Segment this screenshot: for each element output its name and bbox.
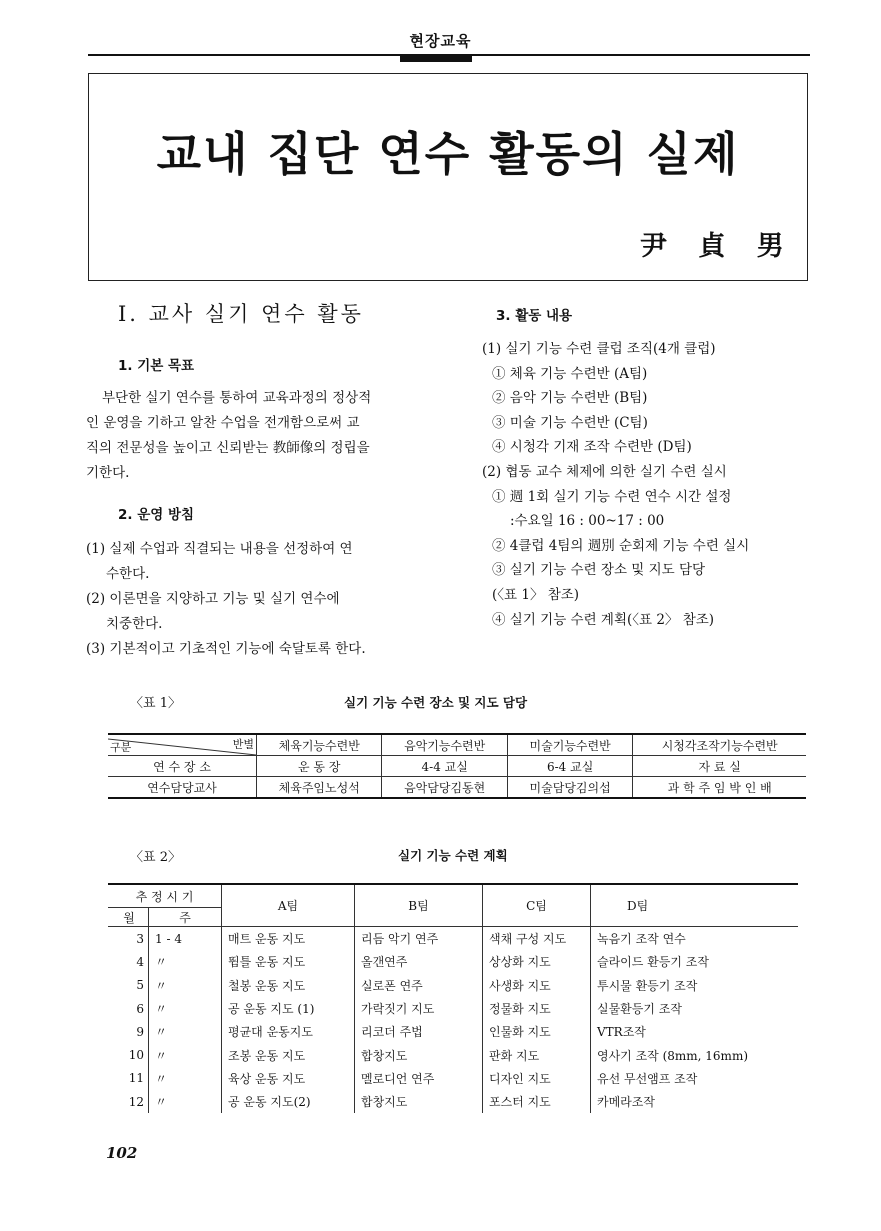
table-cell: 녹음기 조작 연수 [591, 927, 799, 951]
table-header-cell: 월 [108, 908, 149, 927]
table-cell: 올갠연주 [355, 950, 483, 973]
corner-label-right: 반별 [232, 738, 254, 751]
table-header-cell: 주 [149, 908, 222, 927]
table-cell: 철봉 운동 지도 [222, 974, 355, 997]
activity-item: (2) 협동 교수 체제에 의한 실기 수련 실시 [482, 463, 727, 480]
table-row [108, 1020, 798, 1043]
table-cell: 정물화 지도 [483, 997, 591, 1020]
month-cell: 5 [136, 978, 144, 993]
table-cell: 유선 무선앰프 조작 [591, 1067, 799, 1090]
table-cell: 합창지도 [355, 1043, 483, 1066]
table-cell: 가락짓기 지도 [355, 997, 483, 1020]
activity-item: ③ 실기 기능 수련 장소 및 지도 담당 [492, 562, 706, 579]
policy-heading: 2. 운영 방침 [118, 507, 195, 523]
table-cell: 실로폰 연주 [355, 974, 483, 997]
author-name: 尹 貞 男 [640, 231, 786, 262]
policy-item: 수한다. [106, 566, 150, 582]
table-cell: 매트 운동 지도 [222, 927, 355, 951]
row-label: 연 수 장 소 [108, 756, 257, 777]
table-cell: 음악담당김동현 [382, 777, 507, 799]
row-label: 연수담당교사 [108, 777, 257, 799]
table-header-cell: 추 정 시 기 [108, 884, 222, 908]
table-row [108, 1067, 798, 1090]
month-cell: 10 [128, 1048, 144, 1063]
table1-caption: 실기 기능 수련 장소 및 지도 담당 [344, 695, 528, 710]
table-row [108, 756, 806, 777]
table-cell: 리듬 악기 연주 [355, 927, 483, 951]
table-cell: 판화 지도 [483, 1043, 591, 1066]
goal-line: 부단한 실기 연수를 통하여 교육과정의 정상적 [102, 390, 372, 406]
table-cell: 사생화 지도 [483, 974, 591, 997]
week-cell: 〃 [149, 1067, 222, 1090]
week-cell: 〃 [149, 1020, 222, 1043]
table-cell: 상상화 지도 [483, 950, 591, 973]
table-cell: 6-4 교실 [507, 756, 632, 777]
activity-item: ① 체육 기능 수련반 (A팀) [492, 365, 648, 382]
table-cell: VTR조작 [591, 1020, 799, 1043]
activity-item: ② 4클럽 4팀의 週別 순회제 기능 수련 실시 [492, 537, 750, 554]
table-cell: 인물화 지도 [483, 1020, 591, 1043]
activity-item: ③ 미술 기능 수련반 (C팀) [492, 414, 648, 431]
table-cell: 합창지도 [355, 1090, 483, 1113]
goal-paragraph [86, 386, 446, 486]
month-cell: 12 [128, 1094, 144, 1109]
goal-heading: 1. 기본 목표 [118, 358, 195, 374]
table-cell: 뜀틀 운동 지도 [222, 950, 355, 973]
section-tag: 현장교육 [409, 32, 472, 50]
activity-list [482, 337, 822, 632]
table-cell: 슬라이드 환등기 조작 [591, 950, 799, 973]
table-cell: 운 동 장 [257, 756, 382, 777]
goal-line: 인 운영을 기하고 알찬 수업을 전개함으로써 교 [86, 415, 360, 431]
month-cell: 4 [136, 954, 144, 969]
page-number: 102 [106, 1144, 138, 1162]
table-row [108, 1090, 798, 1113]
month-cell: 6 [136, 1001, 144, 1016]
table-cell: 평균대 운동지도 [222, 1020, 355, 1043]
goal-line: 기한다. [86, 465, 130, 481]
activity-item: ① 週 1회 실기 기능 수련 연수 시간 설정 [492, 488, 732, 505]
section-heading: Ⅰ. 교사 실기 연수 활동 [118, 302, 364, 326]
table1-label: 〈표 1〉 [130, 696, 181, 711]
table-header-row [108, 884, 798, 908]
activity-item: :수요일 16 : 00~17 : 00 [510, 513, 665, 530]
table-cell: 공 운동 지도(2) [222, 1090, 355, 1113]
table-row [108, 974, 798, 997]
table-header-cell: 음악기능수련반 [382, 734, 507, 756]
table1 [108, 733, 806, 799]
table-header-cell: 미술기능수련반 [507, 734, 632, 756]
policy-item: (3) 기본적이고 기초적인 기능에 숙달토록 한다. [86, 641, 366, 657]
header-marker-bar [400, 55, 472, 62]
policy-list [86, 537, 446, 662]
table-cell: 조봉 운동 지도 [222, 1043, 355, 1066]
activity-heading: 3. 활동 내용 [496, 308, 573, 324]
week-cell: 〃 [149, 950, 222, 973]
article-title: 교내 집단 연수 활동의 실제 [156, 127, 740, 181]
table-header-cell: B팀 [355, 884, 483, 927]
table-cell: 미술담당김의섭 [507, 777, 632, 799]
table-row [108, 927, 798, 951]
table-row [108, 777, 806, 799]
table-corner-cell [108, 734, 257, 756]
month-cell: 11 [128, 1071, 144, 1086]
table-cell: 카메라조작 [591, 1090, 799, 1113]
table-cell: 리코더 주법 [355, 1020, 483, 1043]
activity-item: ④ 시청각 기재 조작 수련반 (D팀) [492, 439, 692, 456]
table-header-cell: 체육기능수련반 [257, 734, 382, 756]
table-row [108, 950, 798, 973]
table-cell: 육상 운동 지도 [222, 1067, 355, 1090]
table-cell: 공 운동 지도 (1) [222, 997, 355, 1020]
table-cell: 색채 구성 지도 [483, 927, 591, 951]
table2 [108, 883, 798, 1113]
table-cell: 포스터 지도 [483, 1090, 591, 1113]
table-header-row [108, 734, 806, 756]
table-cell: 자 료 실 [633, 756, 806, 777]
table-header-cell: 시청각조작기능수련반 [633, 734, 806, 756]
table-header-cell: C팀 [483, 884, 591, 927]
activity-item: (1) 실기 기능 수련 클럽 조직(4개 클럽) [482, 341, 716, 357]
table-cell: 투시물 환등기 조작 [591, 974, 799, 997]
table-row [108, 997, 798, 1020]
table-header-cell: D팀 [591, 884, 799, 927]
corner-label-left: 구분 [110, 741, 132, 754]
activity-item: (〈표 1〉 참조) [492, 586, 580, 603]
week-cell: 〃 [149, 974, 222, 997]
table-cell: 멜로디언 연주 [355, 1067, 483, 1090]
goal-line: 직의 전문성을 높이고 신뢰받는 教師像의 정립을 [86, 440, 370, 456]
table-row [108, 1043, 798, 1066]
table2-label: 〈표 2〉 [130, 850, 181, 865]
activity-item: ② 음악 기능 수련반 (B팀) [492, 390, 648, 407]
table-header-cell: A팀 [222, 884, 355, 927]
table-cell: 과 학 주 임 박 인 배 [633, 777, 806, 799]
table-cell: 체육주임노성석 [257, 777, 382, 799]
policy-item: 치중한다. [106, 616, 163, 632]
policy-item: (1) 실제 수업과 직결되는 내용을 선정하여 연 [86, 541, 353, 557]
month-cell: 3 [136, 931, 144, 946]
table-cell: 영사기 조작 (8mm, 16mm) [591, 1043, 799, 1066]
week-cell: 1 - 4 [149, 927, 222, 951]
table-cell: 디자인 지도 [483, 1067, 591, 1090]
week-cell: 〃 [149, 997, 222, 1020]
month-cell: 9 [136, 1024, 144, 1039]
table2-caption: 실기 기능 수련 계획 [398, 848, 508, 863]
policy-item: (2) 이론면을 지양하고 기능 및 실기 연수에 [86, 591, 340, 607]
week-cell: 〃 [149, 1090, 222, 1113]
table-cell: 실물환등기 조작 [591, 997, 799, 1020]
week-cell: 〃 [149, 1043, 222, 1066]
table-cell: 4-4 교실 [382, 756, 507, 777]
activity-item: ④ 실기 기능 수련 계획(〈표 2〉 참조) [492, 611, 715, 628]
